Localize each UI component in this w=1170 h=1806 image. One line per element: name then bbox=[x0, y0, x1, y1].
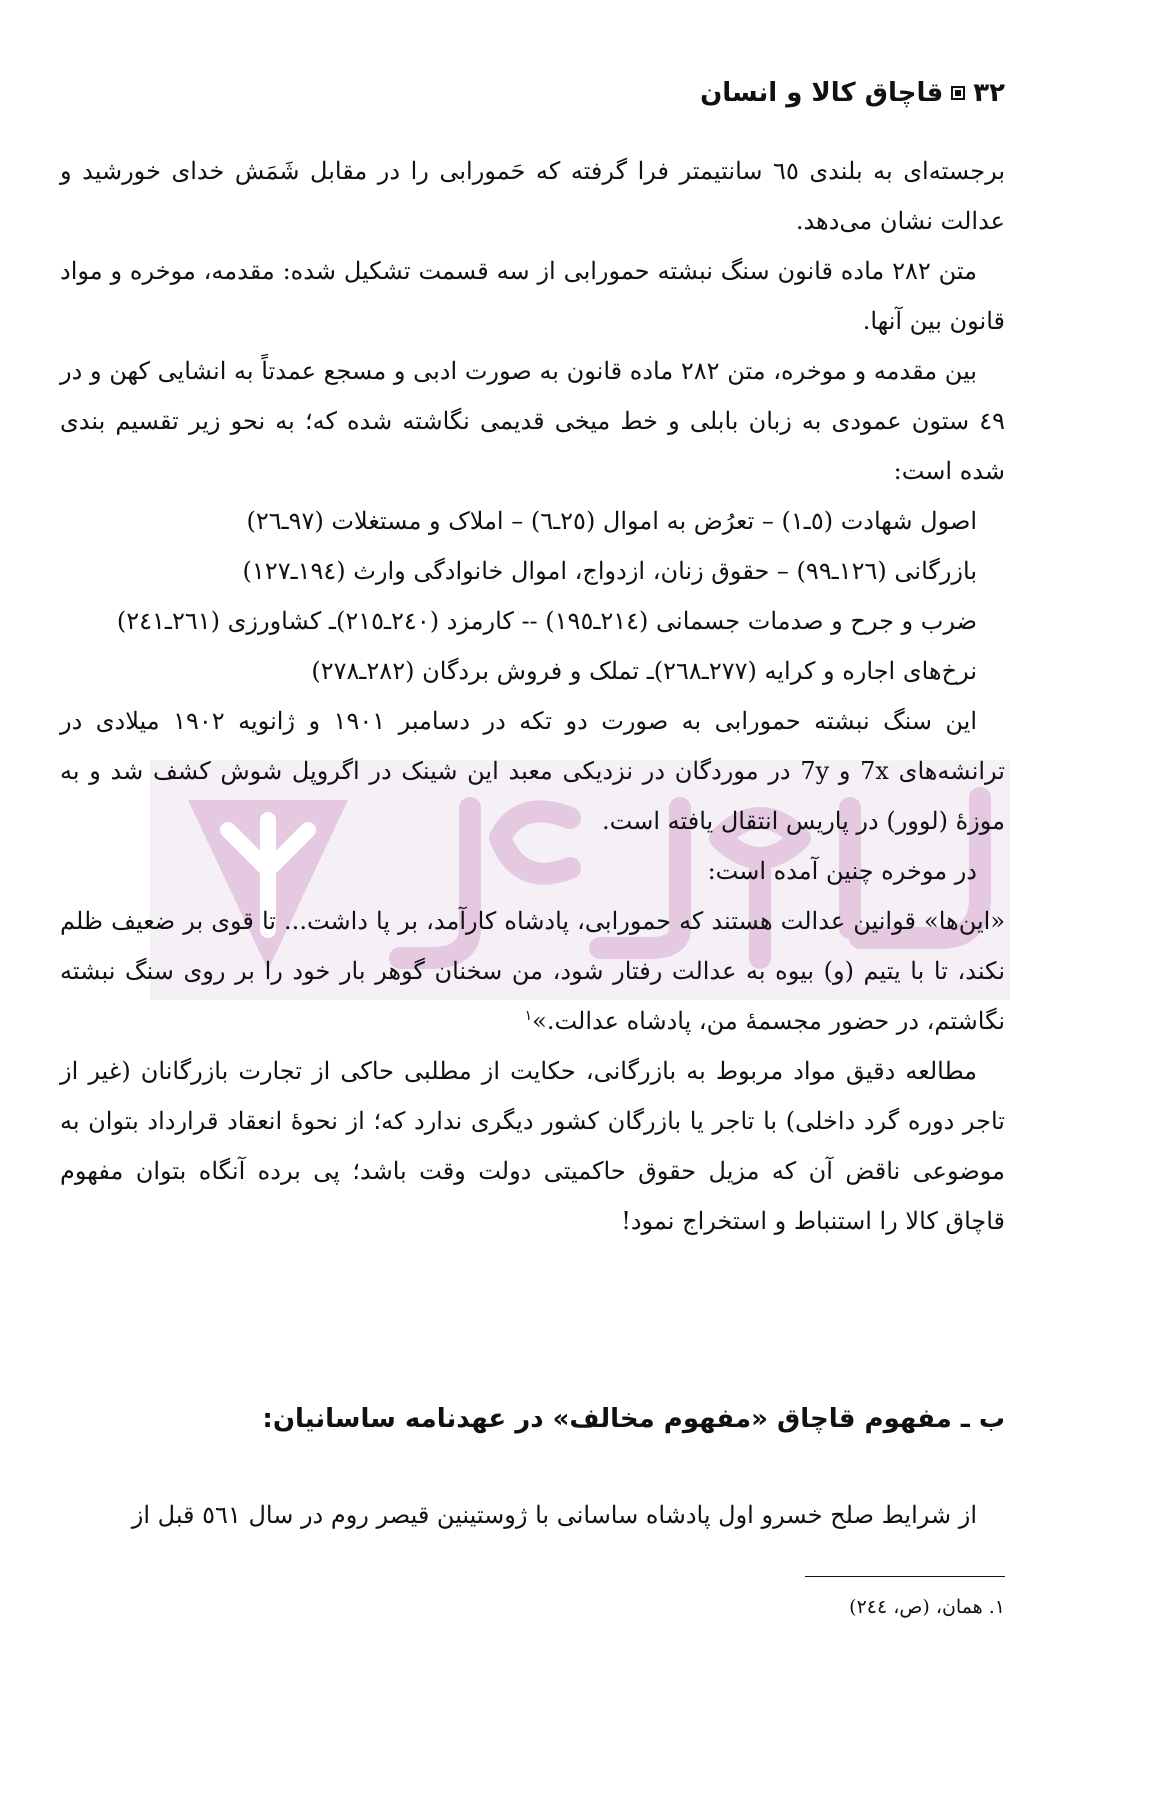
paragraph-5: در موخره چنین آمده است: bbox=[707, 857, 977, 885]
paragraph-4: این سنگ نبشته حمورابی به صورت دو تکه در دسامبر ۱۹۰۱ و ژانویه ۱۹۰۲ میلادی در ترانشه‌های 7x و 7y در موردگان در نزدیکی معبد این شینک در اگروپل شوش کشف شد و به موزهٔ (لوور) در پاریس انتقال یافته است. bbox=[60, 707, 1005, 835]
list-item: بازرگانی (١٢٦ـ٩٩) – حقوق زنان، ازدواج، اموال خانوادگی وارث (١٩٤ـ١٢٧) bbox=[242, 557, 977, 585]
book-title: قاچاق کالا و انسان bbox=[700, 78, 944, 108]
law-sections-list bbox=[60, 496, 1005, 696]
page-number: ۳۲ bbox=[973, 78, 1005, 108]
paragraph-7: مطالعه دقیق مواد مربوط به بازرگانی، حکایت از مطلبی حاکی از تجارت بازرگانان (غیر از تاجر دوره گرد داخلی) با تاجر یا بازرگان کشور دیگری ندارد که؛ از نحوهٔ انعقاد قرارداد بتوان به موضوعی ناقض آن که مزیل حقوق حاکمیتی دولت وقت باشد؛ پی برده آنگاه بتوان مفهوم قاچاق کالا را استنباط و استخراج نمود! bbox=[60, 1057, 1005, 1235]
quote-text: «این‌ها» قوانین عدالت هستند که حمورابی، پادشاه کارآمد، بر پا داشت... تا قوی بر ضعیف ظلم نکند، تا با یتیم (و) بیوه به عدالت رفتار شود، من سخنان گوهر بار خود را بر روی سنگ نبشته نگاشتم، در حضور مجسمهٔ من، پادشاه عدالت.» bbox=[60, 907, 1005, 1035]
running-header bbox=[700, 78, 1005, 108]
list-item: نرخ‌های اجاره و کرایه (٢٧٧ـ٢٦٨)ـ تملک و فروش بردگان (٢٨٢ـ٢٧٨) bbox=[311, 657, 977, 685]
section-heading: ب ـ مفهوم قاچاق «مفهوم مخالف» در عهدنامه ساسانیان: bbox=[262, 1404, 1005, 1434]
footnote-ref: ۱ bbox=[524, 1008, 533, 1024]
list-item: ضرب و جرح و صدمات جسمانی (٢١٤ـ١٩٥) -- کارمزد (٢٤٠ـ٢١٥)ـ کشاورزی (٢٦١ـ٢٤١) bbox=[116, 607, 977, 635]
paragraph-2: متن ٢٨٢ ماده قانون سنگ نبشته حمورابی از سه قسمت تشکیل شده: مقدمه، موخره و مواد قانون بین آنها. bbox=[60, 257, 1005, 335]
footnote-divider bbox=[805, 1576, 1005, 1577]
main-text bbox=[60, 146, 1005, 1246]
list-item: اصول شهادت (٥ـ١) – تعرُض به اموال (٢٥ـ٦) – املاک و مستغلات (٩٧ـ٢٦) bbox=[246, 507, 977, 535]
paragraph-3: بین مقدمه و موخره، متن ٢٨٢ ماده قانون به صورت ادبی و مسجع عمدتاً به انشایی کهن و در ٤٩ ستون عمودی به زبان بابلی و خط میخی قدیمی نگاشته شده که؛ به نحو زیر تقسیم بندی شده است: bbox=[60, 357, 1005, 485]
square-bullet-icon bbox=[951, 86, 965, 100]
paragraph-1: برجسته‌ای به بلندی ٦٥ سانتیمتر فرا گرفته که حَمورابی را در مقابل شَمَش خدای خورشید و عدالت نشان می‌دهد. bbox=[60, 157, 1006, 235]
section-paragraph: از شرایط صلح خسرو اول پادشاه ساسانی با ژوستینین قیصر روم در سال ٥٦١ قبل از bbox=[131, 1501, 977, 1529]
footnote: ۱. همان، (ص، ٢٤٤) bbox=[849, 1596, 1005, 1618]
quote-paragraph bbox=[60, 896, 1005, 1046]
